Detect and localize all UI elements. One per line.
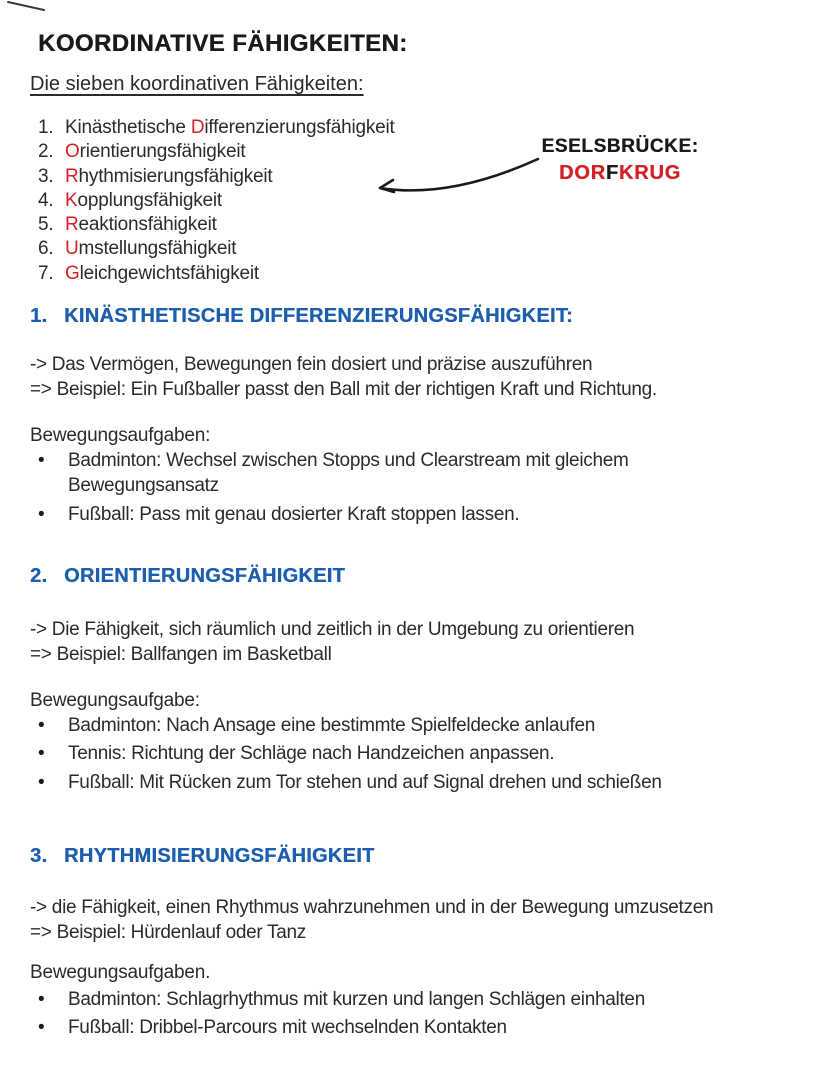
list-item: [38, 262, 395, 286]
list-item-text: Kinästhetische Differenzierungsfähigkeit: [65, 117, 395, 138]
task-item: • Fußball: Pass mit genau dosierter Kraft stoppen lassen.: [30, 502, 758, 527]
task-item: • Fußball: Dribbel-Parcours mit wechselnden Kontakten: [30, 1015, 758, 1040]
list-item-number: 4.: [38, 189, 54, 211]
tasks-label: Bewegungsaufgaben:: [30, 425, 211, 446]
definition-line: -> Die Fähigkeit, sich räumlich und zeitlich in der Umgebung zu orientieren: [30, 619, 635, 640]
section-body: [30, 895, 816, 945]
pen-stroke-mark: [6, 0, 50, 14]
list-item: [38, 140, 395, 164]
example-line: => Beispiel: Ein Fußballer passt den Ball mit der richtigen Kraft und Richtung.: [30, 379, 657, 400]
list-item-number: 2.: [38, 141, 54, 163]
definition-line: -> die Fähigkeit, einen Rhythmus wahrzunehmen und in der Bewegung umzusetzen: [30, 897, 714, 918]
list-item-number: 5.: [38, 214, 54, 236]
list-item: [38, 165, 395, 189]
list-item-text: Orientierungsfähigkeit: [65, 141, 246, 163]
mnemonic-letter: O: [65, 141, 80, 163]
section-body: [30, 352, 816, 402]
task-item: • Fußball: Mit Rücken zum Tor stehen und auf Signal drehen und schießen: [30, 770, 758, 795]
list-item-text: Reaktionsfähigkeit: [65, 214, 217, 236]
list-item-number: 1.: [38, 117, 54, 138]
mnemonic-letter: U: [65, 238, 79, 260]
task-item: • Badminton: Wechsel zwischen Stopps und Clearstream mit gleichem Bewegungsansatz: [30, 448, 758, 499]
list-item-text: Gleichgewichtsfähigkeit: [65, 262, 259, 284]
page-subtitle: Die sieben koordinativen Fähigkeiten:: [30, 73, 364, 95]
list-item: [38, 116, 395, 140]
mnemonic-letter: R: [65, 214, 79, 236]
mnemonic-letter: D: [190, 117, 205, 138]
tasks-list: [30, 448, 816, 527]
list-item: [38, 237, 395, 261]
mnemonic-letter: G: [65, 262, 80, 284]
list-item: [38, 213, 395, 237]
list-item-number: 7.: [38, 262, 54, 284]
list-item-text: Umstellungsfähigkeit: [65, 238, 237, 260]
definition-line: -> Das Vermögen, Bewegungen fein dosiert und präzise auszuführen: [30, 354, 593, 375]
list-item-number: 3.: [38, 165, 54, 187]
mnemonic-letter: K: [65, 189, 78, 211]
mnemonic-word: DORFKRUG: [559, 162, 681, 184]
section-orientierungsfaehigkeit: [30, 563, 816, 798]
task-item: • Badminton: Schlagrhythmus mit kurzen und langen Schlägen einhalten: [30, 987, 758, 1012]
list-item-number: 6.: [38, 238, 54, 260]
mnemonic-letter: R: [65, 165, 79, 187]
tasks-list: [30, 713, 816, 795]
section-heading: 3. RHYTHMISIERUNGSFÄHIGKEIT: [30, 845, 375, 867]
section-rhythmisierungsfaehigkeit: [30, 843, 816, 1044]
list-item: [38, 189, 395, 213]
list-item-text: Kopplungsfähigkeit: [65, 189, 222, 211]
example-line: => Beispiel: Hürdenlauf oder Tanz: [30, 922, 306, 943]
section-body: [30, 617, 816, 667]
curved-arrow-icon: [368, 150, 548, 202]
example-line: => Beispiel: Ballfangen im Basketball: [30, 644, 332, 665]
page-title: KOORDINATIVE FÄHIGKEITEN:: [38, 30, 408, 57]
tasks-label: Bewegungsaufgaben.: [30, 962, 211, 983]
tasks-label: Bewegungsaufgabe:: [30, 690, 200, 711]
tasks-list: [30, 987, 816, 1041]
task-item: • Tennis: Richtung der Schläge nach Handzeichen anpassen.: [30, 741, 758, 766]
section-heading: 2. ORIENTIERUNGSFÄHIGKEIT: [30, 565, 346, 587]
section-heading: 1. KINÄSTHETISCHE DIFFERENZIERUNGSFÄHIGKEIT:: [30, 305, 573, 327]
abilities-list: [38, 116, 395, 286]
mnemonic-label: ESELSBRÜCKE:: [541, 136, 699, 157]
task-item: • Badminton: Nach Ansage eine bestimmte Spielfeldecke anlaufen: [30, 713, 758, 738]
section-kinaesthetische-differenzierungsfaehigkeit: [30, 303, 816, 530]
list-item-text: Rhythmisierungsfähigkeit: [65, 165, 273, 187]
